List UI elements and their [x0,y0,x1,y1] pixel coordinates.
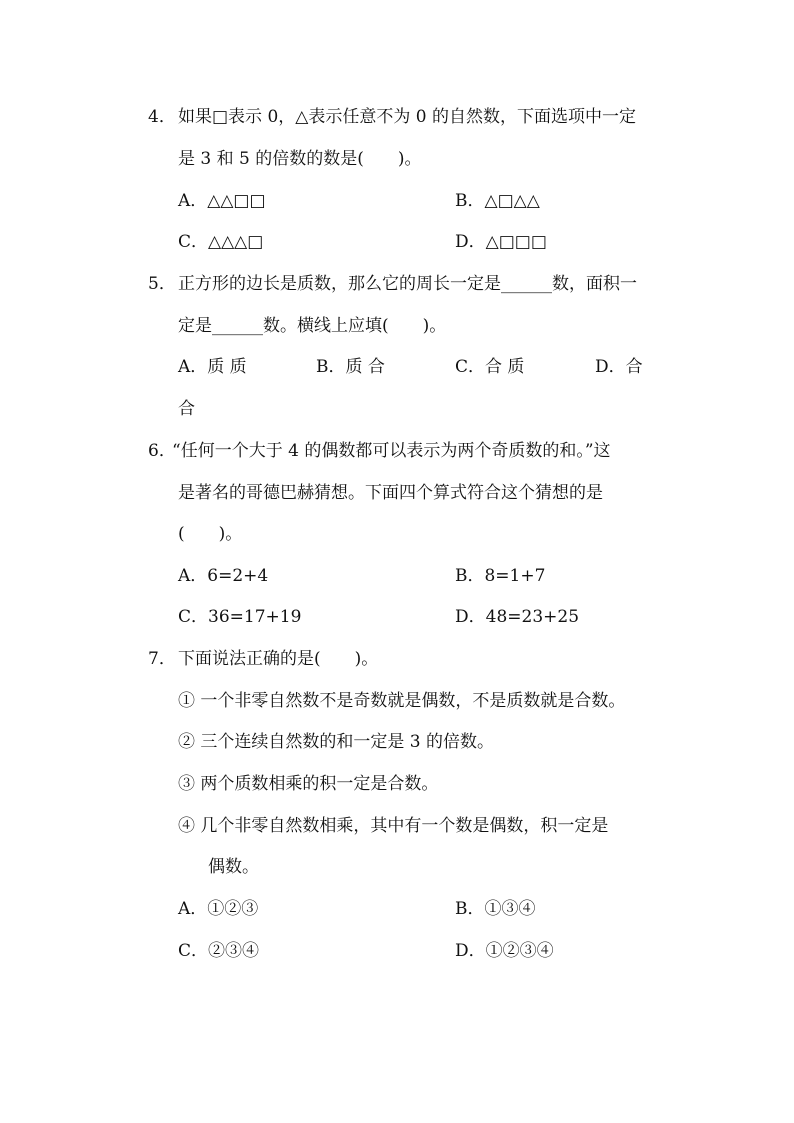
question-5-option-d-wrap: 合 [178,399,195,419]
question-4-text-line-1: 如果□表示 0，△表示任意不为 0 的自然数，下面选项中一定 [178,107,636,127]
question-6-option-a[interactable]: A．6=2+4 [178,566,269,586]
question-7-statement-4-wrap: 偶数。 [208,857,259,877]
question-5-text-line-1: 正方形的边长是质数，那么它的周长一定是______数，面积一 [178,274,637,294]
question-7-option-d[interactable]: D．①②③④ [455,941,554,961]
question-7-statement-1: ① 一个非零自然数不是奇数就是偶数，不是质数就是合数。 [178,691,626,711]
question-7-text-line-1: 下面说法正确的是( )。 [178,649,379,669]
question-4-option-d[interactable]: D．△□□□ [455,232,547,252]
question-6-text-line-3: ( )。 [178,524,243,544]
question-6-option-d[interactable]: D．48=23+25 [455,607,580,627]
question-6-text-line-2: 是著名的哥德巴赫猜想。下面四个算式符合这个猜想的是 [178,483,603,503]
question-4-number: 4． [148,107,176,127]
question-6-option-b[interactable]: B．8=1+7 [455,566,546,586]
question-4-option-b[interactable]: B．△□△△ [455,191,540,211]
question-5-number: 5． [148,274,176,294]
question-7-statement-3: ③ 两个质数相乘的积一定是合数。 [178,774,439,794]
question-6-text-line-1: “任何一个大于 4 的偶数都可以表示为两个奇质数的和。”这 [172,441,611,461]
question-7-statement-2: ② 三个连续自然数的和一定是 3 的倍数。 [178,732,495,752]
question-7-number: 7． [148,649,176,669]
question-5-option-c[interactable]: C．合 质 [455,357,525,377]
question-4-text-line-2: 是 3 和 5 的倍数的数是( )。 [178,149,422,169]
question-7-statement-4: ④ 几个非零自然数相乘，其中有一个数是偶数，积一定是 [178,816,609,836]
question-6-number: 6． [148,441,176,461]
question-5-text-line-2: 定是______数。横线上应填( )。 [178,316,447,336]
question-4-option-a[interactable]: A．△△□□ [178,191,266,211]
question-7-option-b[interactable]: B．①③④ [455,899,536,919]
question-5-option-d[interactable]: D．合 [595,357,643,377]
question-5-option-b[interactable]: B．质 合 [316,357,385,377]
question-6-option-c[interactable]: C．36=17+19 [178,607,302,627]
question-7-option-a[interactable]: A．①②③ [178,899,259,919]
question-7-option-c[interactable]: C．②③④ [178,941,260,961]
question-5-option-a[interactable]: A．质 质 [178,357,247,377]
question-4-option-c[interactable]: C．△△△□ [178,232,264,252]
